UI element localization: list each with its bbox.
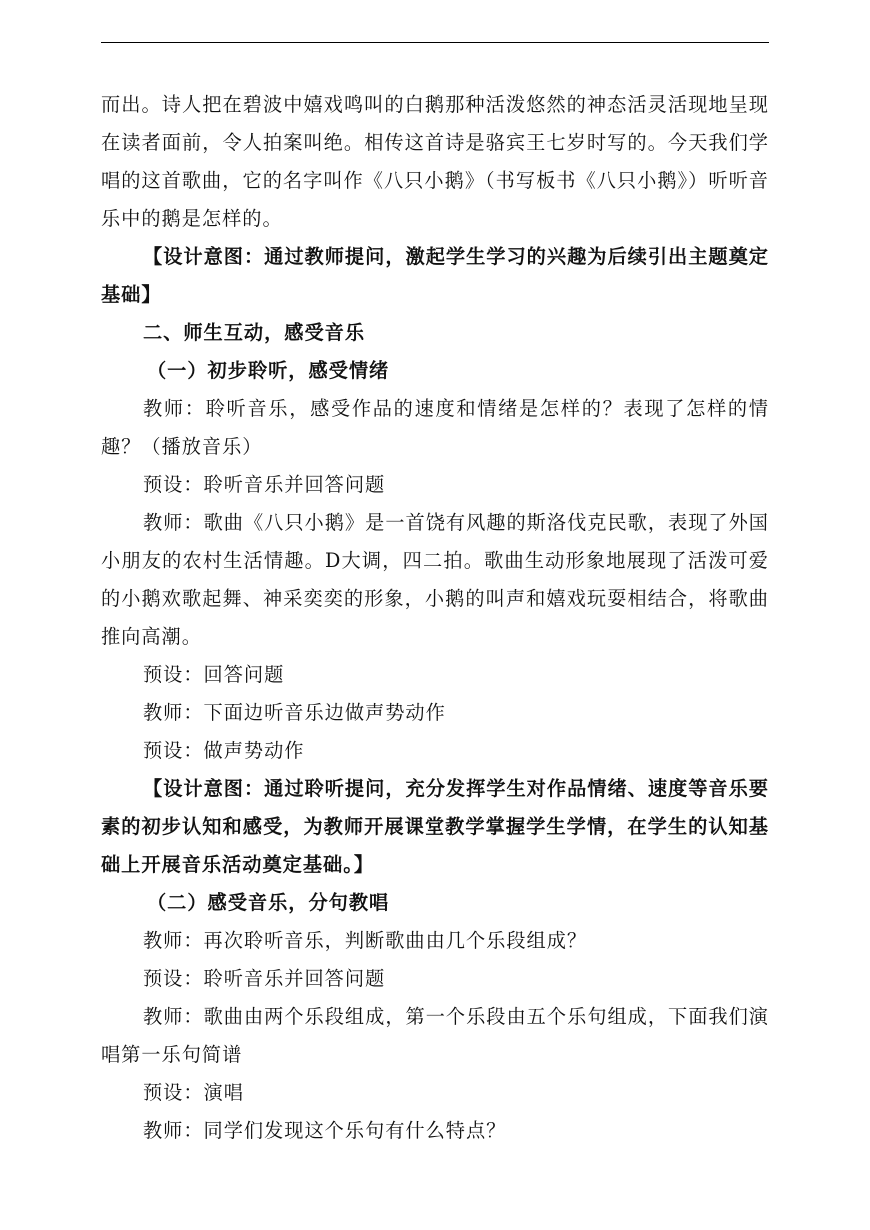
design-intent-note: 【设计意图：通过聆听提问，充分发挥学生对作品情绪、速度等音乐要素的初步认知和感受，为教师开展课堂教学掌握学生学情，在学生的认知基础上开展音乐活动奠定基础。】 [101,777,769,876]
design-intent-note: 【设计意图：通过教师提问，激起学生学习的兴趣为后续引出主题奠定基础】 [101,245,769,306]
header-rule [101,42,769,43]
teacher-line: 教师：歌曲《八只小鹅》是一首饶有风趣的斯洛伐克民歌，表现了外国小朋友的农村生活情趣。D大调，四二拍。歌曲生动形象地展现了活泼可爱的小鹅欢歌起舞、神采奕奕的形象，小鹅的叫声和嬉戏玩耍相结合，将歌曲推向高潮。 [101,511,769,648]
subsection-heading: （一）初步聆听，感受情绪 [147,359,390,382]
teacher-line: 教师：歌曲由两个乐段组成，第一个乐段由五个乐句组成，下面我们演唱第一乐句简谱 [101,1005,769,1066]
document-body [101,86,769,1150]
preset-line: 预设：回答问题 [143,663,285,686]
teacher-line: 教师：聆听音乐，感受作品的速度和情绪是怎样的？表现了怎样的情趣？（播放音乐） [101,397,769,458]
preset-line: 预设：聆听音乐并回答问题 [143,967,386,990]
teacher-line: 教师：再次聆听音乐，判断歌曲由几个乐段组成？ [143,929,588,952]
section-heading: 二、师生互动，感受音乐 [143,321,366,344]
subsection-heading: （二）感受音乐，分句教唱 [147,891,390,914]
paragraph: 而出。诗人把在碧波中嬉戏鸣叫的白鹅那种活泼悠然的神态活灵活现地呈现在读者面前，令人拍案叫绝。相传这首诗是骆宾王七岁时写的。今天我们学唱的这首歌曲，它的名字叫作《八只小鹅》（书写板书《八只小鹅》）听听音乐中的鹅是怎样的。 [101,93,769,230]
teacher-line: 教师：同学们发现这个乐句有什么特点？ [143,1119,507,1142]
teacher-line: 教师：下面边听音乐边做声势动作 [143,701,446,724]
preset-line: 预设：做声势动作 [143,739,305,762]
preset-line: 预设：聆听音乐并回答问题 [143,473,386,496]
preset-line: 预设：演唱 [143,1081,244,1104]
